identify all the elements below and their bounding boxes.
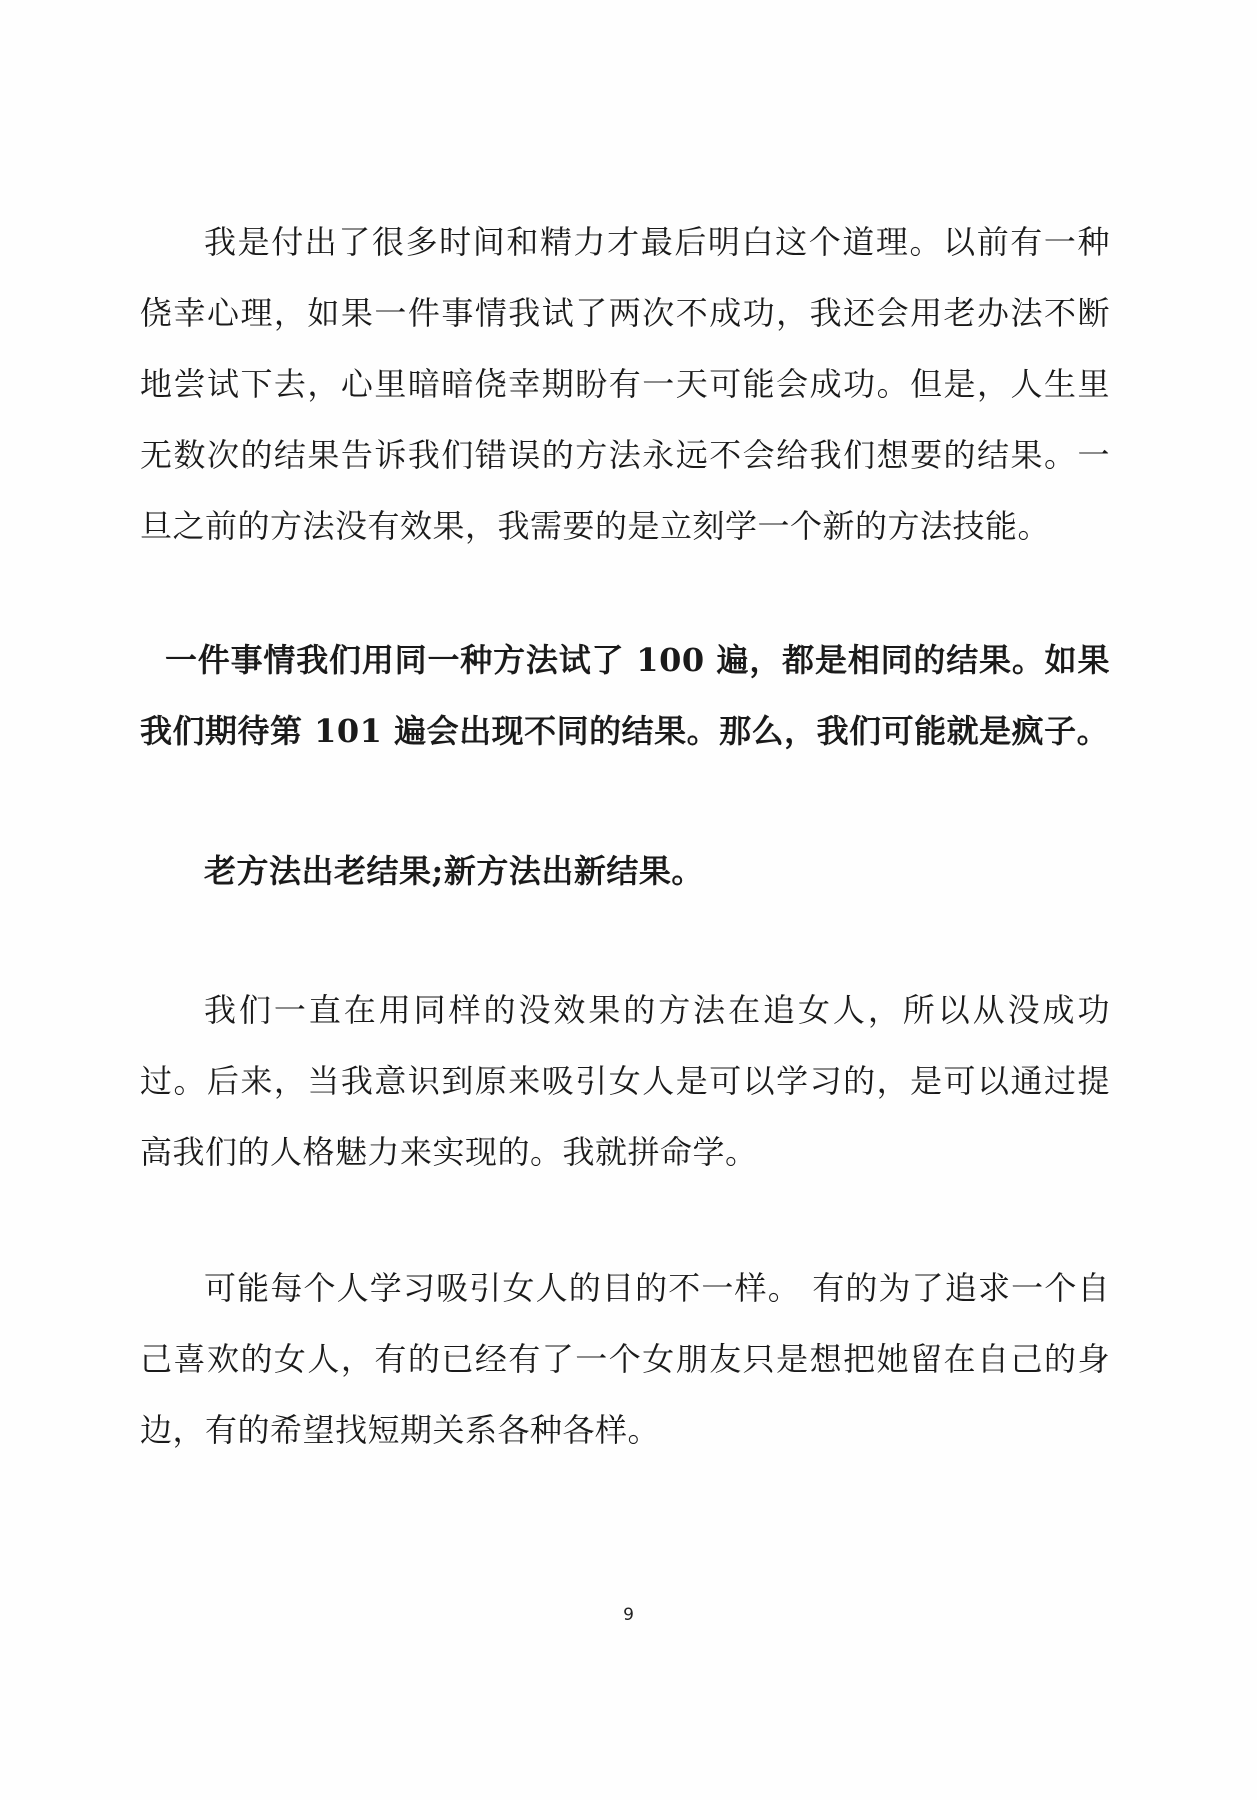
paragraph-3-emphasis: 老方法出老结果;新方法出新结果。	[204, 852, 704, 890]
page-number: 9	[623, 1605, 634, 1625]
paragraph-1: 我是付出了很多时间和精力才最后明白这个道理。以前有一种侥幸心理，如果一件事情我试了两次不成功，我还会用老办法不断地尝试下去，心里暗暗侥幸期盼有一天可能会成功。但是，人生里无数次的结果告诉我们错误的方法永远不会给我们想要的结果。一旦之前的方法没有效果，我需要的是立刻学一个新的方法技能。	[140, 223, 1110, 545]
paragraph-4: 我们一直在用同样的没效果的方法在追女人，所以从没成功过。后来，当我意识到原来吸引女人是可以学习的，是可以通过提高我们的人格魅力来实现的。我就拼命学。	[140, 991, 1110, 1171]
paragraph-5: 可能每个人学习吸引女人的目的不一样。 有的为了追求一个自己喜欢的女人，有的已经有了一个女朋友只是想把她留在自己的身边，有的希望找短期关系各种各样。	[140, 1269, 1110, 1449]
paragraph-2-emphasis: 一件事情我们用同一种方法试了 100 遍，都是相同的结果。如果我们期待第 101 遍会出现不同的结果。那么，我们可能就是疯子。	[140, 641, 1110, 750]
